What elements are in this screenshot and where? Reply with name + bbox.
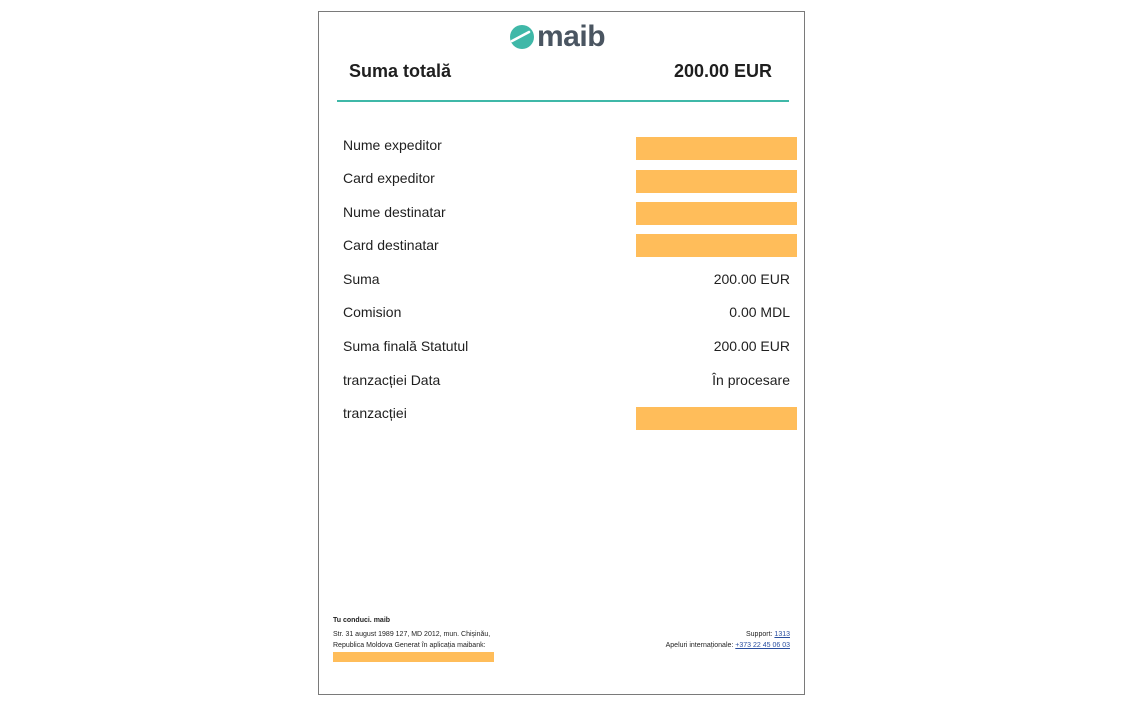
- total-value: 200.00 EUR: [673, 61, 772, 81]
- row-value-final-amount: 200.00 EUR: [713, 338, 790, 354]
- intl-label: Apeluri internaționale:: [665, 642, 734, 649]
- logo-text: maib: [537, 20, 606, 53]
- header-divider: [337, 100, 789, 102]
- footer-address-line1: Str. 31 august 1989 127, MD 2012, mun. Chișinău,: [333, 631, 491, 638]
- row-value-commission: 0.00 MDL: [729, 304, 790, 320]
- support-label: Support:: [746, 631, 773, 638]
- footer-support: [746, 631, 790, 638]
- total-label: Suma totală: [349, 61, 452, 81]
- redacted-transaction-date: [636, 407, 797, 430]
- row-label-recipient-name: Nume destinatar: [343, 204, 446, 220]
- intl-phone-link[interactable]: +373 22 45 06 03: [735, 642, 790, 649]
- footer-address-line2: Republica Moldova Generat în aplicația maibank:: [333, 642, 486, 649]
- row-label-sender-card: Card expeditor: [343, 170, 435, 186]
- redacted-footer-field: [333, 652, 494, 662]
- redacted-recipient-name: [636, 202, 797, 225]
- row-label-transaction-status: tranzacției Data: [343, 372, 441, 388]
- footer-title: Tu conduci. maib: [333, 617, 391, 624]
- row-label-final-amount: Suma finală Statutul: [343, 338, 469, 354]
- maib-logo: [509, 22, 605, 52]
- row-value-amount: 200.00 EUR: [713, 271, 790, 287]
- support-phone-link[interactable]: 1313: [774, 631, 790, 638]
- row-label-commission: Comision: [343, 304, 402, 320]
- redacted-sender-card: [636, 170, 797, 193]
- redacted-sender-name: [636, 137, 797, 160]
- row-value-transaction-status: În procesare: [712, 372, 790, 388]
- receipt-page: [318, 11, 805, 695]
- maib-logo-icon: [509, 24, 535, 50]
- row-label-amount: Suma: [343, 271, 380, 287]
- footer-international: [666, 642, 790, 649]
- row-label-transaction-date: tranzacției: [343, 405, 407, 421]
- row-label-recipient-card: Card destinatar: [343, 237, 439, 253]
- redacted-recipient-card: [636, 234, 797, 257]
- row-label-sender-name: Nume expeditor: [343, 137, 442, 153]
